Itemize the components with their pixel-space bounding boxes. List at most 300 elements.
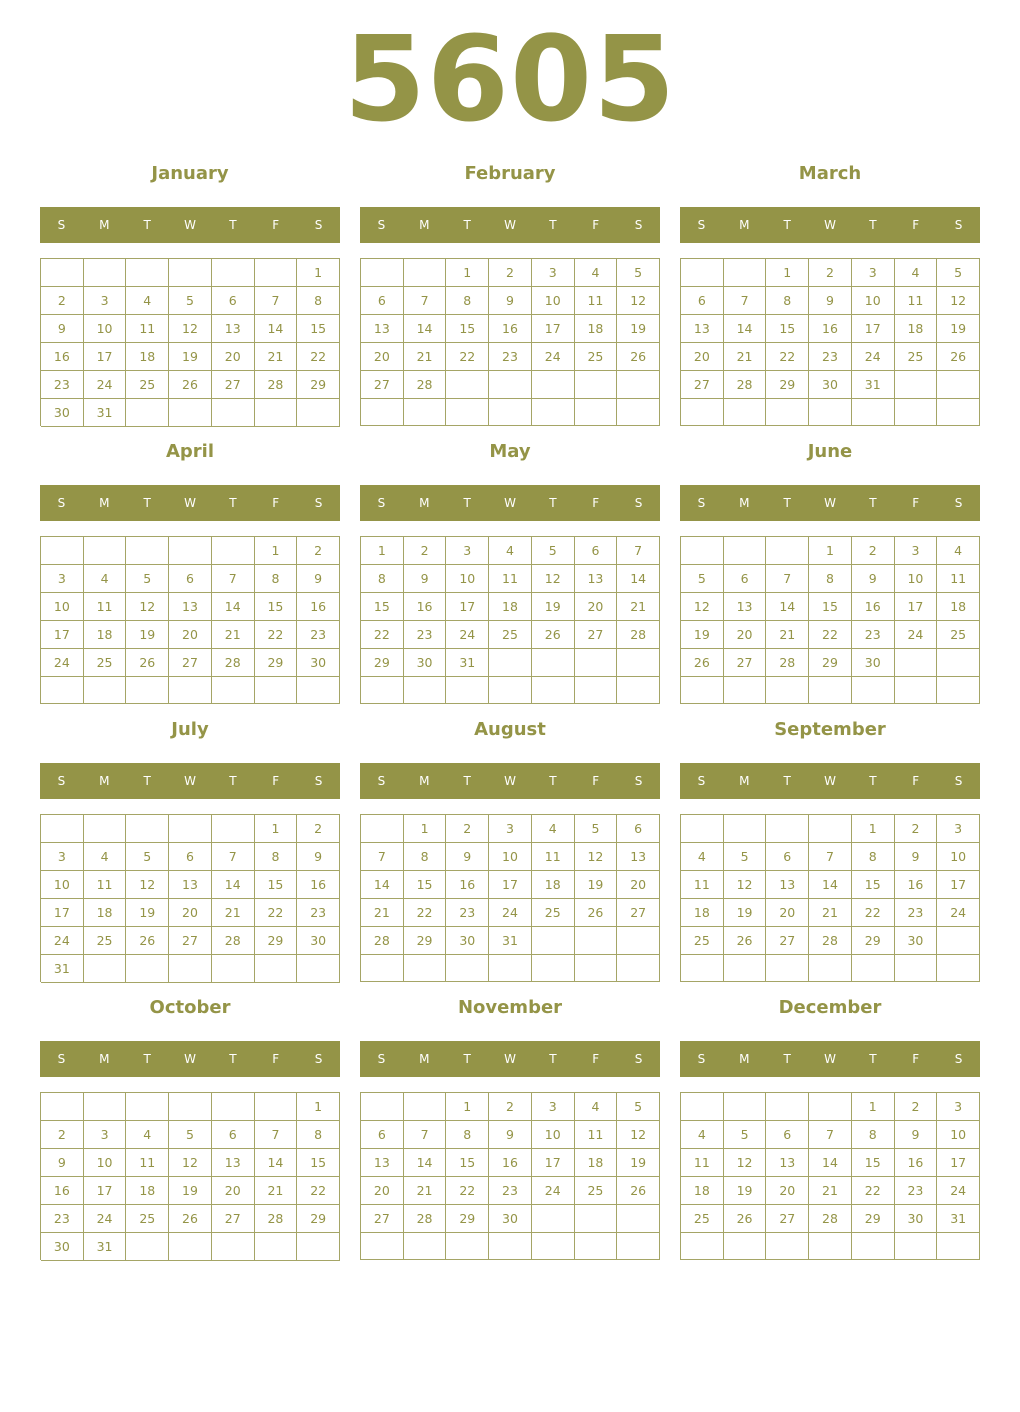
day-cell: 8 — [852, 1121, 895, 1149]
day-cell: 19 — [724, 899, 767, 927]
day-cell: 19 — [169, 1177, 212, 1205]
day-cell: 23 — [297, 621, 340, 649]
empty-day-cell — [937, 927, 980, 955]
weekday-label: W — [184, 218, 196, 232]
weekday-label: W — [824, 496, 836, 510]
day-cell: 14 — [212, 871, 255, 899]
day-cell: 26 — [681, 649, 724, 677]
weekday-label: F — [592, 774, 600, 788]
empty-day-cell — [297, 677, 340, 704]
day-cell: 23 — [489, 1177, 532, 1205]
weekday-label: F — [272, 774, 280, 788]
day-cell: 6 — [617, 815, 660, 843]
day-cell: 23 — [404, 621, 447, 649]
day-cell: 1 — [446, 1093, 489, 1121]
month-name: December — [778, 997, 882, 1018]
month-name: November — [457, 997, 563, 1018]
weekday-label: T — [869, 774, 877, 788]
day-cell: 29 — [446, 1205, 489, 1233]
day-cell: 17 — [41, 899, 84, 927]
day-grid — [40, 814, 340, 982]
day-cell: 17 — [489, 871, 532, 899]
day-cell: 22 — [852, 1177, 895, 1205]
day-cell: 14 — [404, 315, 447, 343]
empty-day-cell — [937, 677, 980, 704]
day-cell: 18 — [681, 1177, 724, 1205]
weekday-label: T — [783, 774, 791, 788]
day-cell: 22 — [852, 899, 895, 927]
day-cell: 15 — [404, 871, 447, 899]
day-cell: 14 — [361, 871, 404, 899]
day-cell: 30 — [446, 927, 489, 955]
weekday-header — [360, 207, 660, 243]
empty-day-cell — [809, 955, 852, 982]
month-name: May — [489, 441, 531, 462]
day-cell: 30 — [41, 1233, 84, 1261]
empty-day-cell — [809, 815, 852, 843]
weekday-label: T — [463, 496, 471, 510]
weekday-label: S — [954, 496, 963, 510]
day-cell: 8 — [297, 287, 340, 315]
empty-day-cell — [255, 1093, 298, 1121]
weekday-header — [40, 207, 340, 243]
day-cell: 2 — [852, 537, 895, 565]
day-cell: 11 — [489, 565, 532, 593]
day-cell: 8 — [404, 843, 447, 871]
day-cell: 12 — [126, 871, 169, 899]
day-cell: 28 — [255, 371, 298, 399]
day-cell: 24 — [937, 1177, 980, 1205]
day-cell: 2 — [489, 259, 532, 287]
day-cell: 12 — [724, 1149, 767, 1177]
day-cell: 1 — [809, 537, 852, 565]
weekday-label: M — [419, 218, 430, 232]
day-cell: 6 — [724, 565, 767, 593]
day-cell: 24 — [446, 621, 489, 649]
day-cell: 27 — [169, 927, 212, 955]
day-cell: 4 — [937, 537, 980, 565]
day-cell: 23 — [446, 899, 489, 927]
weekday-label: F — [592, 218, 600, 232]
day-cell: 26 — [169, 371, 212, 399]
day-cell: 3 — [41, 843, 84, 871]
day-cell: 21 — [809, 1177, 852, 1205]
day-cell: 8 — [297, 1121, 340, 1149]
day-cell: 19 — [617, 315, 660, 343]
day-cell: 30 — [895, 1205, 938, 1233]
day-cell: 4 — [126, 1121, 169, 1149]
day-cell: 24 — [937, 899, 980, 927]
day-grid — [360, 1092, 660, 1260]
day-cell: 30 — [41, 399, 84, 427]
empty-day-cell — [126, 1233, 169, 1261]
day-cell: 2 — [404, 537, 447, 565]
day-cell: 21 — [404, 1177, 447, 1205]
day-cell: 25 — [126, 371, 169, 399]
day-cell: 11 — [895, 287, 938, 315]
day-cell: 8 — [446, 1121, 489, 1149]
empty-day-cell — [361, 399, 404, 426]
empty-day-cell — [532, 399, 575, 426]
day-cell: 16 — [297, 593, 340, 621]
weekday-label: T — [463, 218, 471, 232]
day-cell: 29 — [404, 927, 447, 955]
day-cell: 30 — [404, 649, 447, 677]
empty-day-cell — [297, 399, 340, 427]
day-cell: 9 — [297, 565, 340, 593]
calendar-year-title: 5605 — [343, 10, 677, 148]
empty-day-cell — [724, 677, 767, 704]
day-cell: 5 — [126, 565, 169, 593]
day-cell: 14 — [255, 1149, 298, 1177]
day-cell: 27 — [766, 1205, 809, 1233]
day-cell: 25 — [575, 343, 618, 371]
day-cell: 25 — [895, 343, 938, 371]
day-cell: 16 — [489, 315, 532, 343]
day-cell: 30 — [809, 371, 852, 399]
empty-day-cell — [361, 815, 404, 843]
weekday-label: S — [954, 218, 963, 232]
empty-day-cell — [446, 371, 489, 399]
empty-day-cell — [895, 955, 938, 982]
day-cell: 2 — [297, 815, 340, 843]
day-cell: 13 — [361, 315, 404, 343]
day-cell: 3 — [532, 1093, 575, 1121]
day-cell: 13 — [575, 565, 618, 593]
empty-day-cell — [84, 815, 127, 843]
empty-day-cell — [255, 677, 298, 704]
empty-day-cell — [212, 677, 255, 704]
weekday-label: T — [229, 496, 237, 510]
day-cell: 19 — [532, 593, 575, 621]
day-cell: 25 — [681, 927, 724, 955]
day-cell: 7 — [809, 843, 852, 871]
day-cell: 4 — [681, 1121, 724, 1149]
day-cell: 13 — [361, 1149, 404, 1177]
day-cell: 14 — [255, 315, 298, 343]
day-cell: 25 — [84, 649, 127, 677]
empty-day-cell — [126, 815, 169, 843]
day-cell: 27 — [724, 649, 767, 677]
empty-day-cell — [766, 537, 809, 565]
day-cell: 11 — [126, 315, 169, 343]
weekday-label: S — [377, 774, 386, 788]
day-cell: 4 — [84, 565, 127, 593]
day-cell: 10 — [852, 287, 895, 315]
weekday-label: T — [463, 1052, 471, 1066]
empty-day-cell — [446, 955, 489, 982]
weekday-label: T — [783, 496, 791, 510]
empty-day-cell — [809, 1093, 852, 1121]
day-cell: 12 — [575, 843, 618, 871]
day-cell: 3 — [937, 1093, 980, 1121]
day-cell: 18 — [532, 871, 575, 899]
day-cell: 5 — [724, 843, 767, 871]
weekday-label: T — [869, 1052, 877, 1066]
empty-day-cell — [404, 955, 447, 982]
day-cell: 11 — [84, 593, 127, 621]
day-cell: 21 — [255, 1177, 298, 1205]
day-cell: 27 — [361, 1205, 404, 1233]
day-cell: 14 — [766, 593, 809, 621]
day-cell: 9 — [895, 1121, 938, 1149]
empty-day-cell — [681, 815, 724, 843]
day-cell: 12 — [724, 871, 767, 899]
day-cell: 7 — [724, 287, 767, 315]
day-cell: 25 — [126, 1205, 169, 1233]
weekday-label: T — [143, 774, 151, 788]
day-cell: 16 — [41, 343, 84, 371]
weekday-label: W — [504, 218, 516, 232]
month-name: September — [774, 719, 886, 740]
day-cell: 3 — [937, 815, 980, 843]
weekday-label: F — [592, 1052, 600, 1066]
day-cell: 2 — [809, 259, 852, 287]
day-cell: 31 — [937, 1205, 980, 1233]
day-cell: 9 — [895, 843, 938, 871]
day-cell: 17 — [446, 593, 489, 621]
day-cell: 12 — [169, 1149, 212, 1177]
day-cell: 16 — [852, 593, 895, 621]
empty-day-cell — [895, 649, 938, 677]
day-cell: 5 — [169, 1121, 212, 1149]
empty-day-cell — [489, 677, 532, 704]
day-cell: 10 — [84, 315, 127, 343]
day-cell: 6 — [361, 1121, 404, 1149]
weekday-label: T — [143, 218, 151, 232]
weekday-label: S — [57, 774, 66, 788]
day-cell: 20 — [212, 1177, 255, 1205]
day-cell: 28 — [809, 927, 852, 955]
day-cell: 7 — [404, 1121, 447, 1149]
day-cell: 29 — [297, 1205, 340, 1233]
day-cell: 5 — [937, 259, 980, 287]
day-cell: 17 — [532, 1149, 575, 1177]
day-cell: 20 — [766, 1177, 809, 1205]
empty-day-cell — [255, 259, 298, 287]
day-cell: 14 — [617, 565, 660, 593]
day-cell: 13 — [169, 871, 212, 899]
day-cell: 31 — [84, 1233, 127, 1261]
weekday-label: M — [739, 774, 750, 788]
day-cell: 28 — [617, 621, 660, 649]
day-cell: 12 — [617, 287, 660, 315]
weekday-header — [680, 485, 980, 521]
day-cell: 14 — [809, 1149, 852, 1177]
day-cell: 6 — [766, 1121, 809, 1149]
day-cell: 13 — [766, 871, 809, 899]
day-cell: 21 — [404, 343, 447, 371]
empty-day-cell — [404, 1233, 447, 1260]
day-cell: 18 — [489, 593, 532, 621]
day-cell: 17 — [84, 1177, 127, 1205]
empty-day-cell — [212, 955, 255, 983]
empty-day-cell — [489, 371, 532, 399]
weekday-header — [360, 763, 660, 799]
empty-day-cell — [766, 1093, 809, 1121]
day-cell: 15 — [766, 315, 809, 343]
day-cell: 6 — [361, 287, 404, 315]
empty-day-cell — [724, 1093, 767, 1121]
empty-day-cell — [126, 399, 169, 427]
weekday-label: S — [314, 1052, 323, 1066]
weekday-label: M — [739, 218, 750, 232]
weekday-label: W — [504, 774, 516, 788]
empty-day-cell — [41, 677, 84, 704]
empty-day-cell — [361, 1233, 404, 1260]
weekday-label: T — [549, 1052, 557, 1066]
weekday-label: F — [912, 1052, 920, 1066]
weekday-label: F — [272, 496, 280, 510]
day-cell: 26 — [937, 343, 980, 371]
day-cell: 27 — [681, 371, 724, 399]
day-cell: 12 — [681, 593, 724, 621]
empty-day-cell — [575, 1233, 618, 1260]
month-name: June — [807, 441, 853, 462]
day-cell: 24 — [852, 343, 895, 371]
empty-day-cell — [937, 399, 980, 426]
day-cell: 4 — [84, 843, 127, 871]
day-cell: 1 — [255, 815, 298, 843]
day-cell: 28 — [766, 649, 809, 677]
day-cell: 25 — [84, 927, 127, 955]
day-cell: 15 — [297, 315, 340, 343]
day-cell: 18 — [895, 315, 938, 343]
day-cell: 14 — [212, 593, 255, 621]
empty-day-cell — [681, 259, 724, 287]
weekday-label: S — [954, 774, 963, 788]
empty-day-cell — [724, 537, 767, 565]
weekday-label: T — [869, 496, 877, 510]
day-cell: 1 — [297, 259, 340, 287]
day-cell: 25 — [937, 621, 980, 649]
day-cell: 26 — [126, 927, 169, 955]
empty-day-cell — [126, 677, 169, 704]
empty-day-cell — [681, 1093, 724, 1121]
day-cell: 9 — [446, 843, 489, 871]
weekday-label: W — [824, 774, 836, 788]
day-cell: 28 — [404, 1205, 447, 1233]
day-cell: 1 — [852, 1093, 895, 1121]
day-cell: 1 — [766, 259, 809, 287]
day-cell: 28 — [212, 649, 255, 677]
day-cell: 13 — [681, 315, 724, 343]
day-cell: 6 — [212, 287, 255, 315]
empty-day-cell — [617, 371, 660, 399]
day-cell: 3 — [895, 537, 938, 565]
empty-day-cell — [937, 371, 980, 399]
empty-day-cell — [212, 1233, 255, 1261]
empty-day-cell — [852, 677, 895, 704]
day-cell: 24 — [41, 649, 84, 677]
empty-day-cell — [809, 1233, 852, 1260]
day-cell: 20 — [169, 621, 212, 649]
day-cell: 11 — [126, 1149, 169, 1177]
day-cell: 18 — [84, 899, 127, 927]
day-cell: 7 — [212, 843, 255, 871]
day-cell: 4 — [895, 259, 938, 287]
day-cell: 4 — [489, 537, 532, 565]
weekday-label: F — [912, 774, 920, 788]
weekday-label: T — [143, 1052, 151, 1066]
month-name: August — [474, 719, 546, 740]
day-cell: 17 — [937, 871, 980, 899]
day-cell: 9 — [809, 287, 852, 315]
weekday-label: F — [272, 1052, 280, 1066]
day-cell: 2 — [41, 1121, 84, 1149]
day-cell: 15 — [852, 1149, 895, 1177]
weekday-label: M — [419, 774, 430, 788]
day-cell: 1 — [404, 815, 447, 843]
weekday-label: S — [377, 496, 386, 510]
empty-day-cell — [852, 955, 895, 982]
empty-day-cell — [895, 1233, 938, 1260]
day-cell: 5 — [169, 287, 212, 315]
day-cell: 31 — [84, 399, 127, 427]
day-cell: 5 — [126, 843, 169, 871]
day-cell: 29 — [255, 649, 298, 677]
empty-day-cell — [404, 259, 447, 287]
empty-day-cell — [895, 371, 938, 399]
empty-day-cell — [297, 955, 340, 983]
day-cell: 29 — [852, 1205, 895, 1233]
day-cell: 21 — [809, 899, 852, 927]
day-cell: 15 — [361, 593, 404, 621]
day-cell: 12 — [126, 593, 169, 621]
empty-day-cell — [724, 955, 767, 982]
weekday-header — [360, 1041, 660, 1077]
weekday-label: S — [634, 774, 643, 788]
empty-day-cell — [809, 677, 852, 704]
day-cell: 19 — [681, 621, 724, 649]
day-cell: 7 — [404, 287, 447, 315]
day-cell: 28 — [212, 927, 255, 955]
day-cell: 6 — [681, 287, 724, 315]
day-cell: 24 — [489, 899, 532, 927]
day-cell: 10 — [895, 565, 938, 593]
day-cell: 28 — [724, 371, 767, 399]
empty-day-cell — [766, 815, 809, 843]
empty-day-cell — [681, 537, 724, 565]
day-cell: 30 — [895, 927, 938, 955]
day-cell: 8 — [255, 843, 298, 871]
empty-day-cell — [617, 399, 660, 426]
weekday-label: W — [184, 496, 196, 510]
empty-day-cell — [532, 927, 575, 955]
day-cell: 19 — [126, 899, 169, 927]
day-cell: 9 — [404, 565, 447, 593]
day-cell: 14 — [404, 1149, 447, 1177]
empty-day-cell — [575, 399, 618, 426]
day-cell: 8 — [255, 565, 298, 593]
day-cell: 22 — [297, 1177, 340, 1205]
empty-day-cell — [126, 259, 169, 287]
day-cell: 14 — [724, 315, 767, 343]
day-cell: 9 — [489, 1121, 532, 1149]
weekday-label: T — [229, 1052, 237, 1066]
weekday-label: S — [57, 218, 66, 232]
day-cell: 21 — [212, 899, 255, 927]
weekday-header — [40, 763, 340, 799]
day-cell: 21 — [255, 343, 298, 371]
day-cell: 13 — [212, 1149, 255, 1177]
day-cell: 19 — [617, 1149, 660, 1177]
day-cell: 10 — [532, 287, 575, 315]
empty-day-cell — [169, 1093, 212, 1121]
day-cell: 10 — [84, 1149, 127, 1177]
empty-day-cell — [489, 399, 532, 426]
day-cell: 11 — [937, 565, 980, 593]
